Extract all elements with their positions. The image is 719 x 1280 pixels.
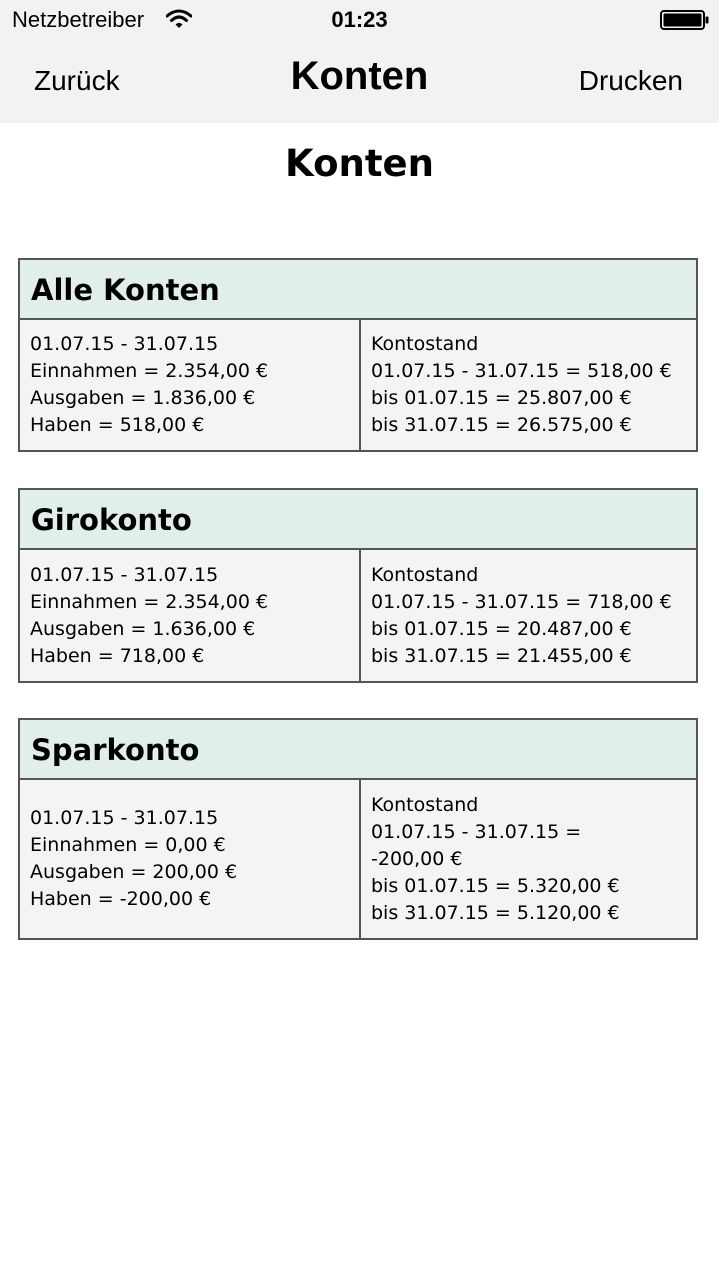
clock: 01:23: [331, 7, 388, 32]
period-range: 01.07.15 - 31.07.15: [30, 807, 219, 829]
status-title: Kontostand: [371, 333, 479, 355]
account-table-girokonto: [18, 488, 698, 683]
expenses-line: Ausgaben = 200,00 €: [30, 861, 238, 883]
account-name: Alle Konten: [20, 260, 696, 320]
page-heading: Konten: [285, 142, 434, 185]
income-line: Einnahmen = 0,00 €: [30, 834, 226, 856]
expenses-line: Ausgaben = 1.636,00 €: [30, 617, 256, 640]
status-until-end-line: bis 31.07.15 = 26.575,00 €: [371, 414, 632, 436]
period-range: 01.07.15 - 31.07.15: [30, 563, 219, 586]
status-until-end-line: bis 31.07.15 = 5.120,00 €: [371, 901, 620, 924]
status-bar: [0, 0, 719, 40]
navigation-bar: [0, 40, 719, 123]
balance-line: Haben = 518,00 €: [30, 414, 205, 436]
print-button[interactable]: Drucken: [578, 65, 683, 96]
account-status-cell: [361, 550, 696, 681]
back-button[interactable]: Zurück: [34, 65, 120, 96]
income-line: Einnahmen = 2.354,00 €: [30, 360, 269, 382]
status-until-start-line: bis 01.07.15 = 25.807,00 €: [371, 387, 632, 409]
period-summary-cell: [20, 550, 361, 681]
period-range: 01.07.15 - 31.07.15: [30, 333, 219, 355]
carrier-name: Netzbetreiber: [12, 7, 145, 32]
nav-title: Konten: [290, 54, 429, 98]
account-status-cell: [361, 320, 696, 450]
income-line: Einnahmen = 2.354,00 €: [30, 590, 269, 613]
status-until-start-line: bis 01.07.15 = 5.320,00 €: [371, 874, 620, 897]
expenses-line: Ausgaben = 1.836,00 €: [30, 387, 256, 409]
period-summary-cell: [20, 780, 361, 938]
account-status-cell: [361, 780, 696, 938]
status-title: Kontostand: [371, 563, 479, 586]
account-name: Sparkonto: [20, 720, 696, 780]
account-name: Girokonto: [20, 490, 696, 550]
status-until-end-line: bis 31.07.15 = 21.455,00 €: [371, 644, 632, 667]
account-table-alle-konten: [18, 258, 698, 452]
status-title: Kontostand: [371, 793, 479, 816]
battery-icon: [660, 10, 710, 30]
status-period-amount: -200,00 €: [371, 847, 463, 870]
status-period-line: 01.07.15 - 31.07.15 =: [371, 820, 582, 843]
balance-line: Haben = 718,00 €: [30, 644, 205, 667]
period-summary-cell: [20, 320, 361, 450]
status-period-line: 01.07.15 - 31.07.15 = 718,00 €: [371, 590, 672, 613]
status-period-line: 01.07.15 - 31.07.15 = 518,00 €: [371, 360, 672, 382]
status-until-start-line: bis 01.07.15 = 20.487,00 €: [371, 617, 632, 640]
balance-line: Haben = -200,00 €: [30, 888, 212, 910]
account-table-sparkonto: [18, 718, 698, 940]
